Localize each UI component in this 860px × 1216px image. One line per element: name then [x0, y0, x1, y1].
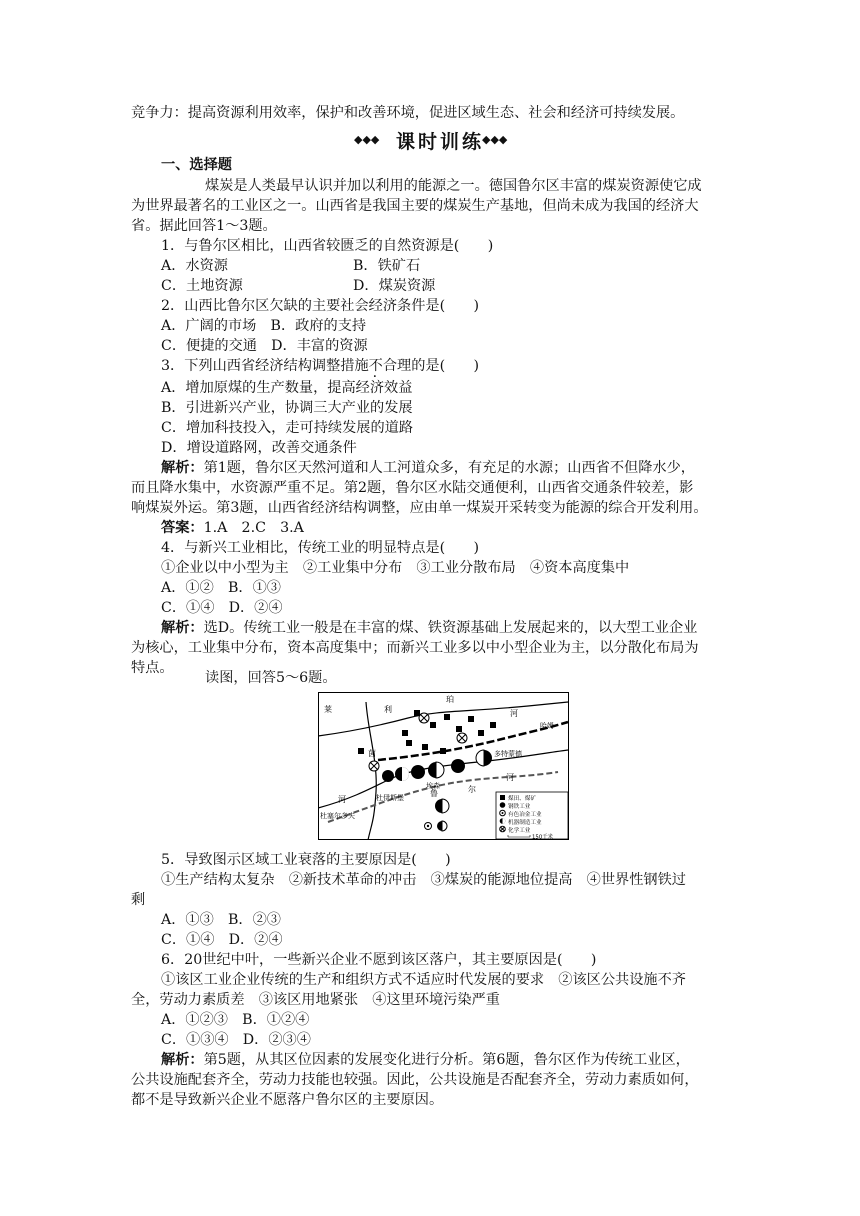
question-stem: 4．与新兴工业相比，传统工业的明显特点是( )	[161, 540, 480, 556]
question-options: ①该区工业企业传统的生产和组织方式不适应时代发展的要求 ②该区公共设施不齐	[161, 972, 686, 988]
analysis-text: 都不是导致新兴企业不愿落户鲁尔区的主要原因。	[131, 1092, 444, 1108]
scale-label: 150千米	[532, 834, 554, 840]
question-options: 全，劳动力素质差 ③该区用地紧张 ④这里环境污染严重	[131, 992, 500, 1008]
question-options: 剩	[131, 892, 146, 908]
option-d: D．煤炭资源	[353, 278, 436, 294]
option-c: C．增加科技投入，走可持续发展的道路	[161, 420, 414, 436]
options-cd: C．①④ D．②④	[161, 932, 283, 948]
map-label: 杜伊斯堡	[376, 794, 404, 802]
stem-part: 合理的是( )	[382, 358, 480, 374]
question-options: ①企业以中小型为主 ②工业集中分布 ③工业分散布局 ④资本高度集中	[161, 560, 630, 576]
map-label: 鲁	[430, 789, 438, 798]
map-label: 杜塞尔多夫	[320, 812, 355, 820]
analysis	[161, 1051, 690, 1069]
map-label: 利	[384, 705, 392, 714]
question-stem: 1．与鲁尔区相比，山西省较匮乏的自然资源是( )	[161, 238, 494, 254]
analysis	[161, 619, 697, 637]
legend-item: 机器制造工业	[508, 820, 542, 826]
ruhr-map	[318, 692, 569, 840]
analysis-text: 选D。传统工业一般是在丰富的煤、铁资源基础上发展起来的，以大型工业企业	[203, 620, 698, 636]
option-b: B．引进新兴产业，协调三大产业的发展	[161, 400, 413, 416]
options-ab: A．①③ B．②③	[161, 912, 281, 928]
options-cd: C．便捷的交通 D．丰富的资源	[161, 338, 368, 354]
answer-text: 1.A 2.C 3.A	[203, 520, 304, 536]
answer-label: 答案：	[161, 520, 204, 536]
answer	[161, 519, 304, 537]
analysis-label: 解析：	[161, 460, 204, 476]
question-options: ①生产结构太复杂 ②新技术革命的冲击 ③煤炭的能源地位提高 ④世界性钢铁过	[161, 872, 686, 888]
map-label: 珀	[446, 695, 454, 704]
analysis-label: 解析：	[161, 620, 204, 636]
question-stem: 2．山西比鲁尔区欠缺的主要社会经济条件是( )	[161, 298, 480, 314]
analysis-text: 特点。	[131, 660, 174, 676]
legend-item: 化学工业	[508, 828, 531, 834]
question-stem	[161, 357, 479, 375]
diamond-right-icon: ◆◆◆	[482, 133, 508, 146]
stem-part: 3．下列山西省经济结构调整措施	[161, 358, 369, 374]
option-a: A．增加原煤的生产数量，提高经济效益	[161, 380, 413, 396]
analysis-text: 而且降水集中，水资源严重不足。第2题，鲁尔区水陆交通便利，山西省交通条件较差，影	[131, 480, 694, 496]
question-stem: 6．20世纪中叶，一些新兴企业不愿到该区落户，其主要原因是( )	[161, 952, 597, 968]
options-cd: C．①④ D．②④	[161, 600, 283, 616]
analysis-text: 公共设施配套齐全，劳动力技能也较强。因此，公共设施是否配套齐全，劳动力素质如何，	[131, 1072, 699, 1088]
section-heading: 一、选择题	[161, 157, 232, 173]
map-label: 多特蒙德	[494, 750, 522, 758]
analysis-label: 解析：	[161, 1052, 204, 1068]
question-stem: 5．导致图示区域工业衰落的主要原因是( )	[161, 852, 451, 868]
passage-line: 省。据此回答1～3题。	[131, 218, 277, 234]
passage-line: 煤炭是人类最早认识并加以利用的能源之一。德国鲁尔区丰富的煤炭资源使它成	[205, 178, 702, 194]
nonferrous-icons	[425, 823, 432, 830]
options-ab: A．①②③ B．①②④	[161, 1012, 310, 1028]
read-map-prompt: 读图，回答5～6题。	[205, 670, 337, 686]
intro-tail: 竞争力：提高资源利用效率，保护和改善环境，促进区域生态、社会和经济可持续发展。	[131, 105, 685, 121]
option-b: B．铁矿石	[353, 258, 421, 274]
analysis	[161, 459, 695, 477]
option-d: D．增设道路网，改善交通条件	[161, 440, 357, 456]
map-label: 河	[338, 795, 346, 804]
map-legend	[496, 792, 568, 840]
map-label: 茵	[368, 749, 376, 758]
map-label: 河	[506, 773, 514, 782]
section-banner	[340, 127, 540, 155]
map-label: 哈姆	[540, 722, 554, 730]
legend-item: 煤田、煤矿	[508, 796, 536, 802]
options-ab: A．①② B．①③	[161, 580, 281, 596]
analysis-text: 第1题，鲁尔区天然河道和人工河道众多，有充足的水源；山西省不但降水少，	[203, 460, 695, 476]
passage-line: 为世界最著名的工业区之一。山西省是我国主要的煤炭生产基地，但尚未成为我国的经济大	[131, 198, 699, 214]
map-label: 河	[510, 709, 518, 718]
legend-item: 有色冶金工业	[508, 812, 542, 818]
map-label: 尔	[468, 785, 476, 794]
analysis-text: 第5题，从其区位因素的发展变化进行分析。第6题，鲁尔区作为传统工业区，	[203, 1052, 690, 1068]
options-ab: A．广阔的市场 B．政府的支持	[161, 318, 367, 334]
option-c: C．土地资源	[161, 278, 243, 294]
legend-item: 钢铁工业	[508, 804, 531, 810]
analysis-text: 响煤炭外运。第3题，山西省经济结构调整，应由单一煤炭开采转变为能源的综合开发利用。	[131, 500, 708, 516]
diamond-left-icon: ◆◆◆	[354, 133, 380, 146]
emphasis-char: 不	[368, 358, 383, 374]
option-a: A．水资源	[161, 258, 228, 274]
options-cd: C．①③④ D．②③④	[161, 1032, 311, 1048]
analysis-text: 为核心，工业集中分布，资本高度集中；而新兴工业多以中小型企业为主，以分散化布局为	[131, 640, 699, 656]
map-label: 埃森	[426, 782, 440, 790]
map-label: 莱	[324, 705, 332, 714]
banner-title: 课时训练	[396, 131, 485, 153]
